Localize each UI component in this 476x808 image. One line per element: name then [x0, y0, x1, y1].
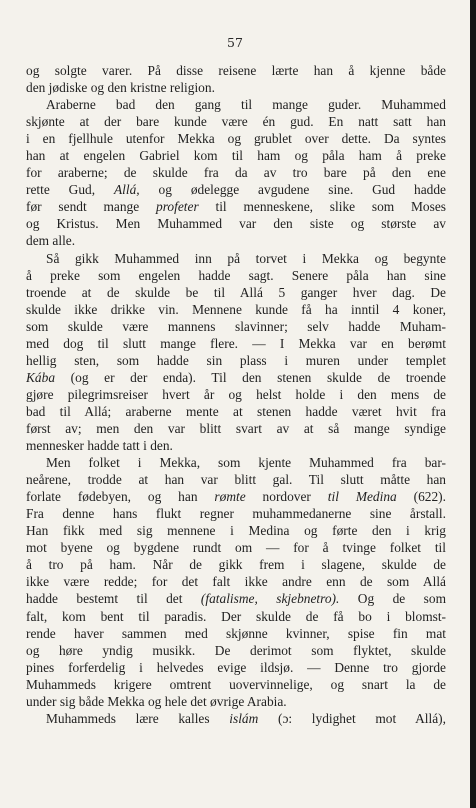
text-line: skulde ikke drikke vin. Mennene kunde få ha inntil 4 koner,: [26, 301, 446, 317]
text-line: han at engelen Gabriel kom til ham og påla ham å preke: [26, 148, 446, 164]
text-line: ikke være redde; for det falt ikke andre enn de som Allá: [26, 574, 446, 590]
text-line: pines forferdelig i helvedes evige ildsjø. — Denne tro gjorde: [26, 659, 446, 675]
text-line: neårene, trodde at han var blitt gal. Til slutt måtte han: [26, 472, 446, 488]
text-line: Araberne bad den gang til mange guder. Muhammed: [46, 97, 446, 113]
text-line: Muhammeds krigere omtrent uovervinnelige, og snart la de: [26, 676, 446, 692]
text-line: forlate fødebyen, og han rømte nordover til Medina (622).: [26, 489, 446, 505]
text-line: hadde bestemt til det (fatalisme, skjebnetro). Og de som: [26, 591, 446, 607]
text-line: Kába (og er der enda). Til den stenen skulde de troende: [26, 369, 446, 385]
text-line: Muhammeds lære kalles islám (ɔ: lydighet mot Allá),: [46, 710, 446, 726]
text-line: skjønte at der bare kunde være én gud. En natt satt han: [26, 114, 446, 130]
text-line: å preke som engelen hadde sagt. Senere påla han sine: [26, 267, 446, 283]
text-line: under sig både Mekka og hele det øvrige Arabia.: [26, 693, 287, 709]
text-line: å tro på ham. Når de gikk frem i slagene, skulde de: [26, 557, 446, 573]
text-line: Så gikk Muhammed inn på torvet i Mekka og begynte: [46, 250, 446, 266]
text-line: rende haver sammen med skjønne kvinner, spise fin mat: [26, 625, 446, 641]
text-line: først av; men den var blitt svart av at så mange syndige: [26, 420, 446, 436]
text-line: mot byene og bygdene rundt om — for å tvinge folket til: [26, 540, 446, 556]
text-line: falt, kom bent til paradis. Der skulde de få bo i blomst-: [26, 608, 446, 624]
text-line: Fra denne hans flukt regner muhammedanerne sine årstall.: [26, 506, 446, 522]
text-line: hellig sten, som hadde sin plass i muren under templet: [26, 352, 446, 368]
text-line: gjøre pilegrimsreiser hvert år og helst holde i den mens de: [26, 386, 446, 402]
text-line: før sendt mange profeter til menneskene, slike som Moses: [26, 199, 446, 215]
text-line: og høre yndig musikk. De derimot som flyktet, skulde: [26, 642, 446, 658]
text-line: rette Gud, Allá, og ødelegge avgudene sine. Gud hadde: [26, 182, 446, 198]
text-line: Men folket i Mekka, som kjente Muhammed fra bar-: [46, 455, 446, 471]
text-line: Han fikk med sig mennene i Medina og førte den i krig: [26, 523, 446, 539]
text-line: den jødiske og den kristne religion.: [26, 80, 215, 96]
text-line: dem alle.: [26, 233, 76, 249]
page-number: 57: [227, 35, 243, 50]
text-line: som skulde være mannens slavinner; selv hadde Muham-: [26, 318, 446, 334]
text-line: mennesker hadde tatt i den.: [26, 438, 173, 454]
text-line: for araberne; de skulde fra da av tro bare på den ene: [26, 165, 446, 181]
text-line: med dog til slutt mange flere. — I Mekka var en berømt: [26, 335, 446, 351]
text-line: og solgte varer. På disse reisene lærte han å kjenne både: [26, 63, 446, 78]
text-line: troende at de skulde be til Allá 5 ganger hver dag. De: [26, 284, 446, 300]
text-line: og Kristus. Men Muhammed var den siste og største av: [26, 216, 446, 232]
text-line: bad til Allá; araberne mente at stenen hadde været hvit fra: [26, 403, 446, 419]
text-line: i en fjellhule utenfor Mekka og grublet over dette. Da syntes: [26, 131, 446, 147]
body-text: [26, 62, 446, 727]
